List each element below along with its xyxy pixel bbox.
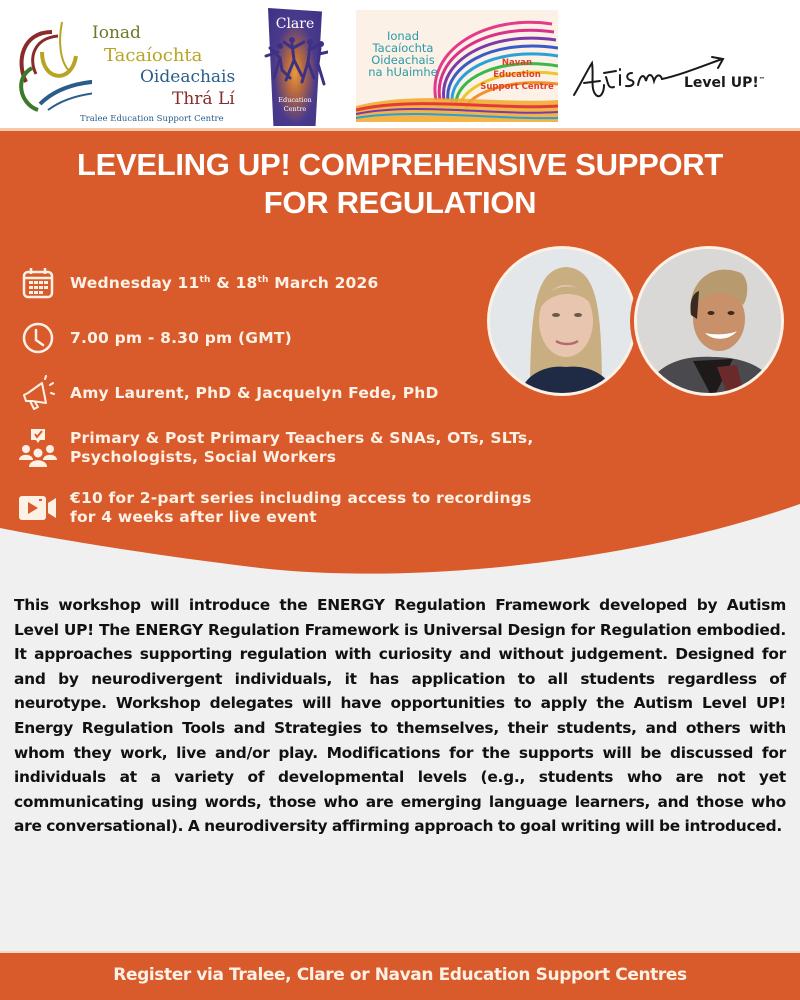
event-price-text [70, 489, 532, 527]
logo-bar [0, 0, 800, 128]
tralee-logo-line4: Thrá Lí [172, 89, 235, 109]
navan-logo [356, 10, 558, 122]
date-part: March 2026 [268, 273, 379, 292]
video-camera-icon [18, 488, 58, 528]
event-time-row [18, 318, 292, 358]
event-speakers-row [18, 373, 439, 413]
navan-logo-line4: na hUaimhe [368, 65, 438, 79]
navan-logo-red-line2: Education [493, 70, 541, 80]
tralee-swirl-icon [12, 12, 92, 122]
clare-logo-subtitle [262, 96, 328, 114]
tralee-logo [12, 12, 242, 122]
navan-logo-line3: Oideachais [371, 53, 435, 67]
megaphone-icon [18, 373, 58, 413]
autism-level-up-logo-text [684, 75, 765, 91]
clare-logo-subtitle-line1: Education [278, 96, 312, 104]
calendar-icon [18, 263, 58, 303]
speaker-photo-amy-laurent [487, 246, 637, 396]
speaker-portrait-1 [490, 249, 637, 396]
navan-logo-irish-text [362, 30, 444, 78]
date-suffix: th [257, 274, 269, 285]
event-title [0, 146, 800, 222]
navan-logo-red-line1: Navan [501, 58, 533, 68]
workshop-description: This workshop will introduce the ENERGY Regulation Framework developed by Autism Level UP! The ENERGY Regulation Framework is Universal Design for Regulation embodied. It approaches supporting regulation with curiosity and without judgement. Designed for and by neurodivergent individuals, it has application to all students regardless of neurotype. Workshop delegates will have opportunities to apply the Autism Level UP! Energy Regulation Tools and Strategies to themselves, their students, and others with whom they work, live and/or play. Modifications for the supports will be discussed for individuals at a variety of developmental levels (e.g., students who are not yet communicating using words, those who are emerging language learners, and those who are conversational). A neurodiversity affirming approach to goal writing will be introduced. [14, 596, 786, 836]
event-audience-text [70, 429, 533, 467]
event-price-line1: €10 for 2-part series including access to recordings [70, 489, 532, 507]
event-price-row [18, 488, 532, 528]
tralee-logo-subtitle: Tralee Education Support Centre [80, 114, 224, 124]
trademark-symbol: ™ [758, 76, 765, 84]
navan-logo-english-text [472, 57, 558, 93]
tralee-logo-line1: Ionad [92, 23, 141, 43]
event-title-line2: FOR REGULATION [263, 185, 537, 220]
tralee-logo-line2: Tacaíochta [104, 45, 203, 66]
autism-level-up-logo [570, 55, 795, 105]
clare-logo [262, 8, 328, 126]
date-part: & 18 [210, 273, 258, 292]
event-speakers-text: Amy Laurent, PhD & Jacquelyn Fede, PhD [70, 383, 439, 402]
event-audience-line1: Primary & Post Primary Teachers & SNAs, OTs, SLTs, [70, 429, 534, 447]
clock-icon [18, 318, 58, 358]
level-up-text: Level UP! [684, 75, 759, 91]
date-part: Wednesday 11 [70, 273, 200, 292]
event-date-row [18, 263, 379, 303]
audience-group-icon [18, 428, 58, 468]
date-suffix: th [199, 274, 211, 285]
speaker-photo-jacquelyn-fede [634, 246, 784, 396]
navan-logo-line1: Ionad [386, 29, 420, 43]
event-date-text [70, 274, 379, 293]
navan-logo-line2: Tacaíochta [372, 41, 434, 55]
event-price-line2: for 4 weeks after live event [70, 508, 317, 526]
speaker-portrait-2 [637, 249, 784, 396]
event-audience-row [18, 428, 533, 468]
register-footer [0, 951, 800, 1000]
navan-logo-red-line3: Support Centre [480, 82, 554, 92]
hero-top-divider [0, 128, 800, 131]
event-title-line1: LEVELING UP! COMPREHENSIVE SUPPORT [76, 147, 724, 182]
clare-logo-title: Clare [275, 16, 315, 32]
tralee-logo-line3: Oideachais [140, 67, 236, 87]
clare-logo-subtitle-line2: Centre [283, 105, 307, 113]
event-audience-line2: Psychologists, Social Workers [70, 448, 337, 466]
event-time-text: 7.00 pm - 8.30 pm (GMT) [70, 328, 292, 347]
register-text: Register via Tralee, Clare or Navan Education Support Centres [113, 965, 687, 985]
